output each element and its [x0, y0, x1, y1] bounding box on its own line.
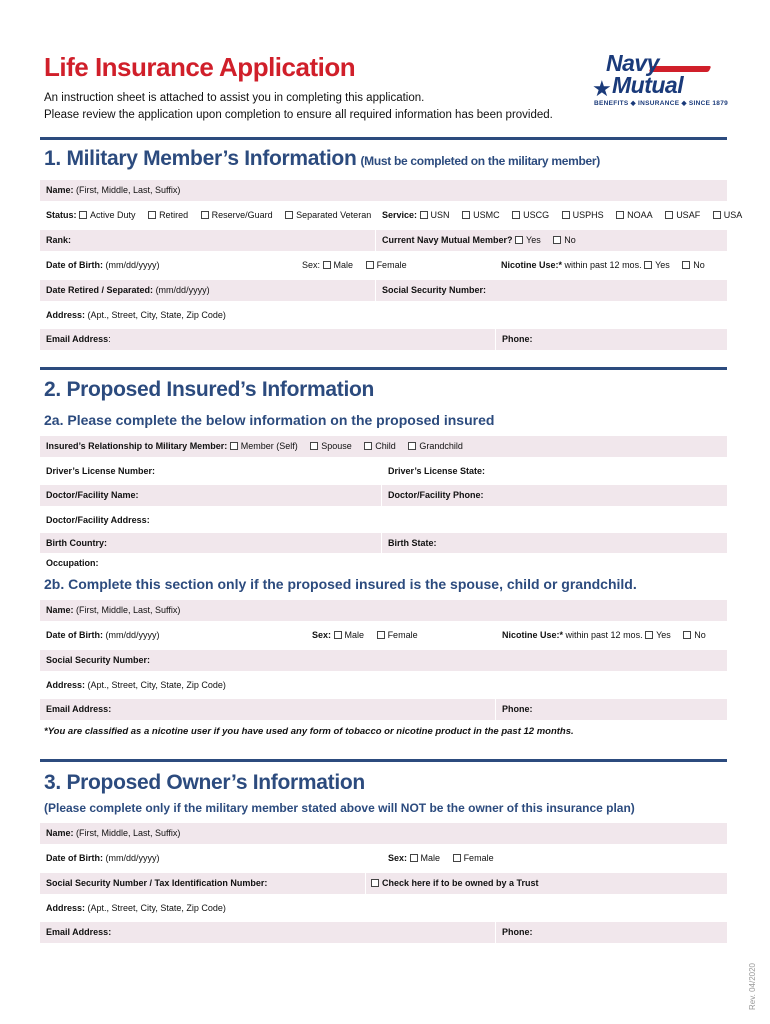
s2b-sex-female-checkbox[interactable]	[377, 631, 385, 639]
s1-dob-hint: (mm/dd/yyyy)	[105, 260, 160, 270]
s1-rank-row[interactable]	[40, 230, 727, 251]
s1-sex-female-checkbox[interactable]	[366, 261, 374, 269]
s2b-address-hint: (Apt., Street, City, State, Zip Code)	[87, 680, 226, 690]
relationship-spouse-checkbox[interactable]	[310, 442, 318, 450]
yes-label: Yes	[656, 630, 671, 640]
s1-dob-label: Date of Birth:	[46, 260, 103, 270]
s3-name-row[interactable]	[40, 823, 727, 844]
section-divider	[40, 759, 727, 762]
s3-email-label: Email Address:	[46, 927, 112, 937]
s2-doctor-name-label: Doctor/Facility Name:	[46, 490, 139, 500]
field-separator	[375, 230, 376, 251]
field-separator	[365, 873, 366, 894]
s1-address-row[interactable]	[40, 305, 727, 326]
service-option: USPHS	[572, 210, 604, 220]
trust-checkbox[interactable]	[371, 879, 379, 887]
s1-retired-hint: (mm/dd/yyyy)	[155, 285, 210, 295]
s2b-address-label: Address:	[46, 680, 86, 690]
s2-doctor-phone-label: Doctor/Facility Phone:	[388, 490, 484, 500]
s1-sex-male-checkbox[interactable]	[323, 261, 331, 269]
service-usmc-checkbox[interactable]	[462, 211, 470, 219]
member-yes-checkbox[interactable]	[515, 236, 523, 244]
s1-email-label: Email Address	[46, 334, 109, 344]
intro-line-2: Please review the application upon completion to ensure all required information has been provided.	[44, 109, 553, 121]
s1-name-row[interactable]	[40, 180, 727, 201]
s3-address-label: Address:	[46, 903, 86, 913]
s2b-name-label: Name:	[46, 605, 74, 615]
status-retired-checkbox[interactable]	[148, 211, 156, 219]
yes-label: Yes	[526, 235, 541, 245]
service-option: USAF	[676, 210, 701, 220]
status-option: Reserve/Guard	[211, 210, 273, 220]
s2b-name-row[interactable]	[40, 600, 727, 621]
s1-nicotine-label: Nicotine Use:*	[501, 260, 563, 270]
s2-doctor-row[interactable]	[40, 485, 727, 506]
section-1-note: (Must be completed on the military member)	[360, 154, 600, 168]
male-label: Male	[344, 630, 365, 640]
member-no-checkbox[interactable]	[553, 236, 561, 244]
logo-tagline: BENEFITS ◆ INSURANCE ◆ SINCE 1879	[594, 100, 729, 107]
s2b-dob-row	[40, 625, 727, 646]
service-usn-checkbox[interactable]	[420, 211, 428, 219]
s1-nicotine-no-checkbox[interactable]	[682, 261, 690, 269]
s3-sex-female-checkbox[interactable]	[453, 854, 461, 862]
field-separator	[495, 699, 496, 720]
s1-ssn-label: Social Security Number:	[382, 285, 487, 295]
s3-phone-label: Phone:	[502, 927, 533, 937]
male-label: Male	[420, 853, 441, 863]
s1-name-hint: (First, Middle, Last, Suffix)	[76, 185, 181, 195]
s1-address-label: Address:	[46, 310, 86, 320]
s2b-name-hint: (First, Middle, Last, Suffix)	[76, 605, 181, 615]
intro-line-1: An instruction sheet is attached to assist you in completing this application.	[44, 92, 425, 104]
service-usaf-checkbox[interactable]	[665, 211, 673, 219]
s2b-address-row[interactable]	[40, 675, 727, 696]
s3-dob-hint: (mm/dd/yyyy)	[105, 853, 160, 863]
section-2-heading: 2. Proposed Insured’s Information	[44, 378, 375, 401]
male-label: Male	[333, 260, 354, 270]
field-separator	[495, 922, 496, 943]
s2b-ssn-row[interactable]	[40, 650, 727, 671]
section-3-subheading: (Please complete only if the military member stated above will NOT be the owner of this insurance plan)	[44, 801, 635, 815]
s3-ssn-label: Social Security Number / Tax Identification Number:	[46, 878, 268, 888]
service-noaa-checkbox[interactable]	[616, 211, 624, 219]
no-label: No	[693, 260, 705, 270]
no-label: No	[694, 630, 706, 640]
nicotine-footnote: *You are classified as a nicotine user if you have used any form of tobacco or nicotine product in the past 12 months.	[44, 726, 574, 737]
section-2a-heading: 2a. Please complete the below information on the proposed insured	[44, 412, 495, 428]
s2-license-row[interactable]	[40, 461, 727, 482]
s2-birth-state-label: Birth State:	[388, 538, 437, 548]
s3-name-label: Name:	[46, 828, 74, 838]
service-option: USA	[723, 210, 743, 220]
s3-trust-label: Check here if to be owned by a Trust	[382, 878, 539, 888]
s2b-email-row[interactable]	[40, 699, 727, 720]
service-usphs-checkbox[interactable]	[562, 211, 570, 219]
page-title: Life Insurance Application	[44, 52, 356, 82]
logo-word-mutual: Mutual	[612, 72, 684, 98]
intro-text	[44, 90, 553, 124]
s3-name-hint: (First, Middle, Last, Suffix)	[76, 828, 181, 838]
relationship-grandchild-checkbox[interactable]	[408, 442, 416, 450]
s2-dl-number-label: Driver’s License Number:	[46, 466, 156, 476]
field-separator	[381, 485, 382, 506]
s1-member-label: Current Navy Mutual Member?	[382, 235, 513, 245]
s2b-nicotine-no-checkbox[interactable]	[683, 631, 691, 639]
s2-birth-row[interactable]	[40, 533, 727, 554]
s2b-sex-label: Sex:	[312, 630, 332, 640]
yes-label: Yes	[655, 260, 670, 270]
s1-retired-label: Date Retired / Separated:	[46, 285, 154, 295]
relationship-option: Spouse	[321, 441, 352, 451]
s3-sex-label: Sex:	[388, 853, 408, 863]
s1-sex-label: Sex:	[302, 260, 321, 270]
s1-status-service-row	[40, 205, 743, 226]
field-separator	[495, 329, 496, 350]
s3-address-row[interactable]	[40, 898, 727, 919]
s1-status-label: Status:	[46, 210, 77, 220]
email-colon: :	[108, 334, 111, 344]
nicotine-hint: within past 12 mos.	[565, 630, 643, 640]
relationship-child-checkbox[interactable]	[364, 442, 372, 450]
logo-word-navy: Navy	[606, 50, 659, 76]
relationship-self-checkbox[interactable]	[230, 442, 238, 450]
s2b-dob-label: Date of Birth:	[46, 630, 103, 640]
s2b-nicotine-label: Nicotine Use:*	[502, 630, 564, 640]
s2-dl-state-label: Driver’s License State:	[388, 466, 486, 476]
field-separator	[381, 533, 382, 554]
revision-label: Rev. 04/2020	[748, 963, 757, 1010]
s1-service-label: Service:	[382, 210, 418, 220]
s2b-phone-label: Phone:	[502, 704, 533, 714]
s2-birth-country-label: Birth Country:	[46, 538, 107, 548]
s3-email-row[interactable]	[40, 922, 727, 943]
s3-address-hint: (Apt., Street, City, State, Zip Code)	[87, 903, 226, 913]
s1-email-row[interactable]	[40, 329, 727, 350]
service-option: USMC	[473, 210, 500, 220]
section-1-title: 1. Military Member’s Information	[44, 147, 357, 170]
s1-phone-label: Phone:	[502, 334, 533, 344]
section-1-heading	[44, 147, 600, 171]
service-option: USCG	[523, 210, 550, 220]
s1-dob-row	[40, 255, 727, 276]
s3-sex-male-checkbox[interactable]	[410, 854, 418, 862]
relationship-option: Grandchild	[419, 441, 463, 451]
status-separated-veteran-checkbox[interactable]	[285, 211, 293, 219]
no-label: No	[564, 235, 576, 245]
status-active-duty-checkbox[interactable]	[79, 211, 87, 219]
s1-nicotine-yes-checkbox[interactable]	[644, 261, 652, 269]
s1-retired-ssn-row[interactable]	[40, 280, 727, 301]
female-label: Female	[463, 853, 494, 863]
service-option: USN	[430, 210, 450, 220]
section-3-heading: 3. Proposed Owner’s Information	[44, 771, 365, 794]
service-usa-checkbox[interactable]	[713, 211, 721, 219]
status-option: Active Duty	[90, 210, 136, 220]
s2-occupation-row[interactable]	[40, 553, 727, 574]
s1-address-hint: (Apt., Street, City, State, Zip Code)	[87, 310, 226, 320]
s1-rank-label: Rank:	[46, 235, 72, 245]
female-label: Female	[387, 630, 418, 640]
relationship-option: Child	[375, 441, 396, 451]
s2-doctor-address-label: Doctor/Facility Address:	[46, 515, 150, 525]
s1-name-label: Name:	[46, 185, 74, 195]
field-separator	[375, 280, 376, 301]
service-option: NOAA	[627, 210, 653, 220]
s2-relationship-row	[40, 436, 727, 457]
female-label: Female	[376, 260, 407, 270]
s3-ssn-row[interactable]	[40, 873, 727, 894]
service-uscg-checkbox[interactable]	[512, 211, 520, 219]
status-option: Retired	[159, 210, 189, 220]
s2b-sex-male-checkbox[interactable]	[334, 631, 342, 639]
navy-mutual-logo	[592, 50, 729, 112]
section-divider	[40, 367, 727, 370]
s3-dob-label: Date of Birth:	[46, 853, 103, 863]
nicotine-hint: within past 12 mos.	[564, 260, 642, 270]
s2-relationship-label: Insured’s Relationship to Military Member:	[46, 441, 228, 451]
s2b-ssn-label: Social Security Number:	[46, 655, 151, 665]
s2-doctor-address-row[interactable]	[40, 510, 727, 531]
section-divider	[40, 137, 727, 140]
s2-occupation-label: Occupation:	[46, 558, 99, 568]
s3-dob-row	[40, 848, 727, 869]
star-icon: ★	[592, 76, 612, 101]
section-2b-heading: 2b. Complete this section only if the proposed insured is the spouse, child or grandchild.	[44, 576, 637, 592]
s2b-nicotine-yes-checkbox[interactable]	[645, 631, 653, 639]
relationship-option: Member (Self)	[240, 441, 298, 451]
s2b-email-label: Email Address:	[46, 704, 112, 714]
s2b-dob-hint: (mm/dd/yyyy)	[105, 630, 160, 640]
status-option: Separated Veteran	[296, 210, 372, 220]
status-reserve-guard-checkbox[interactable]	[201, 211, 209, 219]
